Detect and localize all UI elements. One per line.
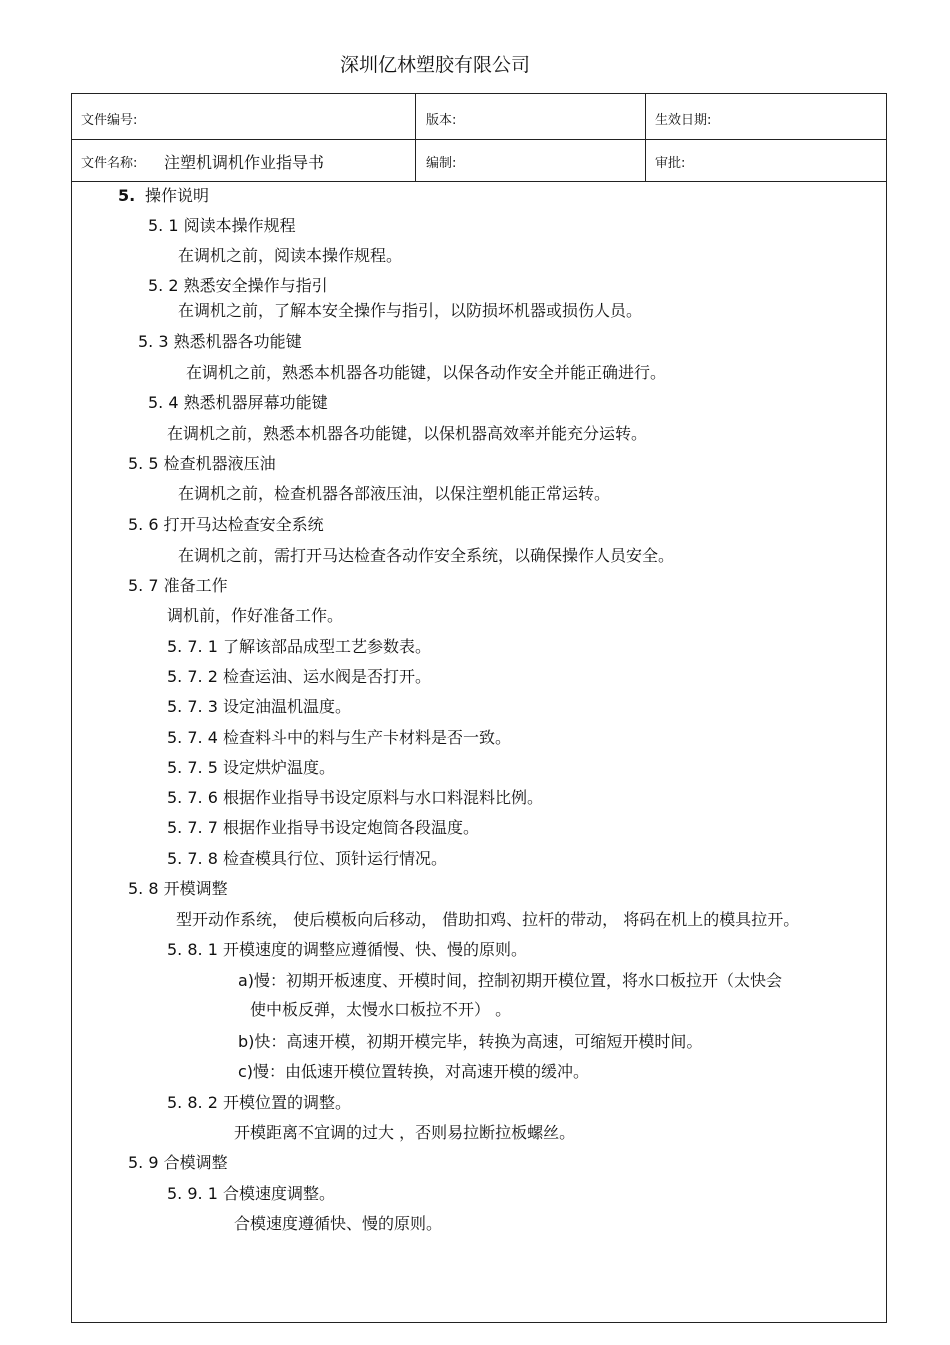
info-row-1 (72, 94, 886, 140)
column-divider (645, 94, 646, 182)
item-text: 在调机之前，熟悉本机器各功能键，以保各动作安全并能正确进行。 (186, 363, 667, 382)
item-heading: 5. 1 阅读本操作规程 (148, 216, 296, 235)
company-name: 深圳亿林塑胶有限公司 (339, 54, 530, 76)
section-number: 5. (118, 186, 136, 205)
sub-item-detail: a)慢：初期开板速度、开模时间，控制初期开模位置，将水口板拉开（太快会 (238, 971, 783, 990)
section-title: 操作说明 (145, 186, 210, 205)
sub-item-detail: 开模距离不宜调的过大 ，否则易拉断拉板螺丝。 (234, 1123, 576, 1142)
item-heading: 5. 6 打开马达检查安全系统 (128, 515, 324, 534)
sub-item: 5. 7. 6 根据作业指导书设定原料与水口料混料比例。 (167, 788, 543, 807)
doc-name-label: 文件名称: (81, 156, 138, 171)
sub-item: 5. 8. 2 开模位置的调整。 (167, 1093, 351, 1112)
sub-item-detail: 使中板反弹，太慢水口板拉不开） 。 (250, 1000, 512, 1019)
item-heading: 5. 7 准备工作 (128, 576, 228, 595)
column-divider (415, 94, 416, 182)
item-text: 在调机之前，了解本安全操作与指引，以防损坏机器或损伤人员。 (178, 301, 643, 320)
item-heading: 5. 4 熟悉机器屏幕功能键 (148, 393, 328, 412)
item-text: 在调机之前，阅读本操作规程。 (178, 246, 403, 265)
effective-date-label: 生效日期: (655, 113, 712, 128)
version-label: 版本: (426, 113, 457, 128)
item-heading: 5. 9 合模调整 (128, 1153, 228, 1172)
sub-item: 5. 7. 8 检查模具行位、顶针运行情况。 (167, 849, 447, 868)
item-text: 在调机之前，需打开马达检查各动作安全系统，以确保操作人员安全。 (178, 546, 675, 565)
sub-item: 5. 7. 7 根据作业指导书设定炮筒各段温度。 (167, 818, 479, 837)
sub-item-detail: 合模速度遵循快、慢的原则。 (234, 1214, 443, 1233)
sub-item: 5. 7. 2 检查运油、运水阀是否打开。 (167, 667, 431, 686)
sub-item: 5. 7. 3 设定油温机温度。 (167, 697, 351, 716)
item-text: 在调机之前，检查机器各部液压油，以保注塑机能正常运转。 (178, 484, 611, 503)
item-text: 型开动作系统， 使后模板向后移动， 借助扣鸡、拉杆的带动， 将码在机上的模具拉开。 (176, 910, 800, 929)
item-text: 在调机之前，熟悉本机器各功能键，以保机器高效率并能充分运转。 (167, 424, 648, 443)
doc-name-value: 注塑机调机作业指导书 (164, 153, 325, 172)
prepared-by-label: 编制: (426, 156, 457, 171)
sub-item-detail: b)快：高速开模，初期开模完毕，转换为高速，可缩短开模时间。 (238, 1032, 703, 1051)
sub-item: 5. 7. 1 了解该部品成型工艺参数表。 (167, 637, 431, 656)
item-heading: 5. 2 熟悉安全操作与指引 (148, 276, 328, 295)
item-heading: 5. 3 熟悉机器各功能键 (138, 332, 302, 351)
sub-item: 5. 8. 1 开模速度的调整应遵循慢、快、慢的原则。 (167, 940, 527, 959)
item-heading: 5. 5 检查机器液压油 (128, 454, 276, 473)
sub-item: 5. 9. 1 合模速度调整。 (167, 1184, 335, 1203)
item-text: 调机前，作好准备工作。 (167, 606, 344, 625)
approved-by-label: 审批: (655, 156, 686, 171)
sub-item: 5. 7. 5 设定烘炉温度。 (167, 758, 335, 777)
sub-item-detail: c)慢：由低速开模位置转换，对高速开模的缓冲。 (238, 1062, 590, 1081)
item-heading: 5. 8 开模调整 (128, 879, 228, 898)
doc-number-label: 文件编号: (81, 113, 138, 128)
sub-item: 5. 7. 4 检查料斗中的料与生产卡材料是否一致。 (167, 728, 511, 747)
